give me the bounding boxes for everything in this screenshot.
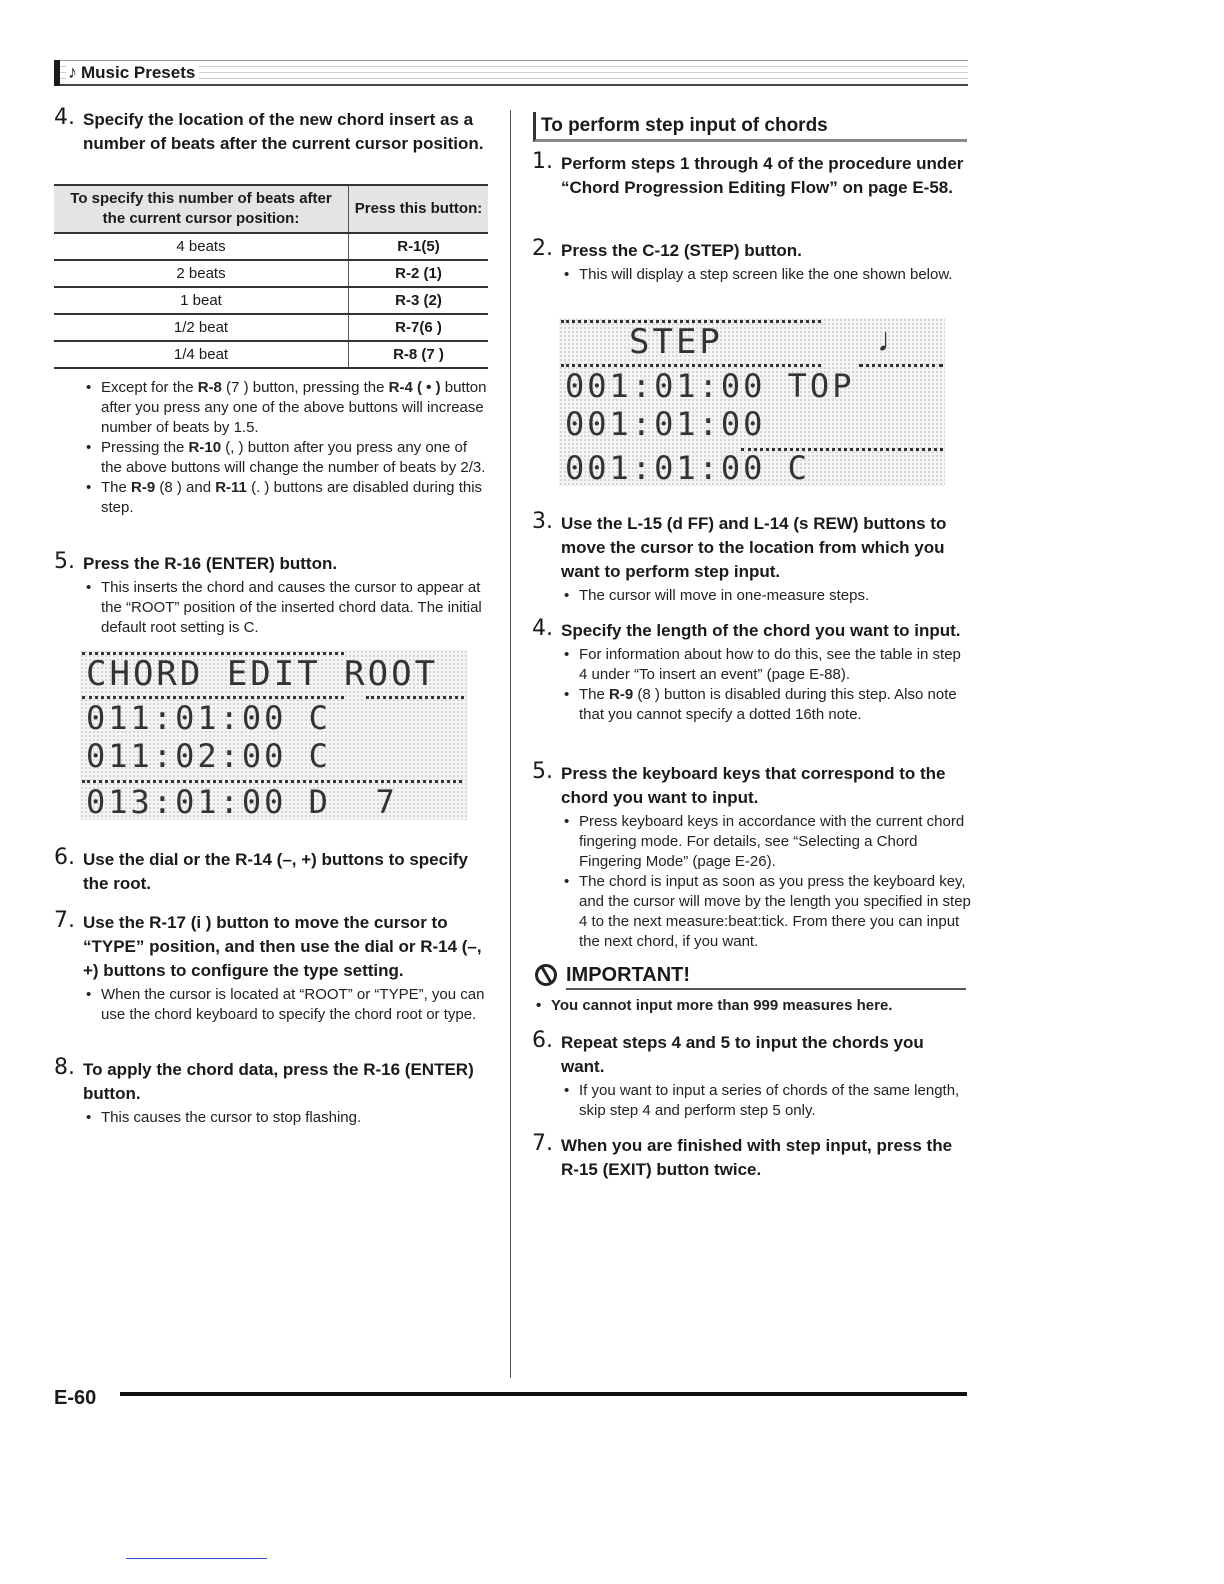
table-row xyxy=(54,260,488,287)
list-item: • This causes the cursor to stop flashing. xyxy=(83,1108,493,1128)
step-number: 5. xyxy=(54,549,75,574)
step-title: Specify the location of the new chord insert as a number of beats after the current cursor position. xyxy=(83,110,484,153)
chord-edit-lcd xyxy=(80,650,467,820)
page-number: E-60 xyxy=(54,1387,97,1409)
list-item: • The cursor will move in one-measure steps. xyxy=(561,586,971,606)
section-title: To perform step input of chords xyxy=(541,115,828,136)
step-number: 3. xyxy=(532,509,553,534)
table-cell: R-1(5) xyxy=(349,233,489,260)
table-cell: 2 beats xyxy=(54,260,349,287)
table-cell: 1/4 beat xyxy=(54,341,349,368)
table-row xyxy=(54,233,488,260)
step-title: Press the C-12 (STEP) button. xyxy=(561,241,802,260)
step-number: 4. xyxy=(532,616,553,641)
right-step-1 xyxy=(532,149,971,200)
important-label: IMPORTANT! xyxy=(566,964,691,986)
column-divider xyxy=(510,110,511,1378)
beats-table xyxy=(54,184,488,369)
table-header-row xyxy=(54,185,488,233)
step-number: 8. xyxy=(54,1055,75,1080)
lcd-line: 001:01:00 C xyxy=(565,449,810,487)
lcd-line: 011:02:00 C xyxy=(86,737,331,775)
list-item: • The R-9 (8 ) button is disabled during this step. Also note that you cannot specify a dotted 16th note. xyxy=(561,685,971,725)
table-header: To specify this number of beats after the current cursor position: xyxy=(54,185,349,233)
step-title: Use the L-15 (d FF) and L-14 (s REW) buttons to move the cursor to the location from which you want to perform step input. xyxy=(561,514,947,581)
step-number: 7. xyxy=(54,908,75,933)
right-step-5 xyxy=(532,759,971,952)
step-number: 5. xyxy=(532,759,553,784)
step-title: To apply the chord data, press the R-16 (ENTER) button. xyxy=(83,1060,474,1103)
music-note-icon: ♪ xyxy=(68,62,77,82)
important-note xyxy=(533,996,963,1016)
footer-link-line xyxy=(126,1558,267,1559)
left-step-6 xyxy=(54,845,493,896)
list-item: • This inserts the chord and causes the cursor to appear at the “ROOT” position of the inserted chord data. The initial default root setting is C. xyxy=(83,578,493,638)
list-item: • You cannot input more than 999 measures here. xyxy=(533,996,963,1016)
table-row xyxy=(54,287,488,314)
right-step-3 xyxy=(532,509,971,606)
lcd-line: 013:01:00 D 7 xyxy=(86,783,398,821)
step-number: 7. xyxy=(532,1131,553,1156)
table-row xyxy=(54,314,488,341)
list-item: • When the cursor is located at “ROOT” or “TYPE”, you can use the chord keyboard to specify the chord root or type. xyxy=(83,985,493,1025)
right-step-2 xyxy=(532,236,971,285)
list-item: • The R-9 (8 ) and R-11 (. ) buttons are disabled during this step. xyxy=(83,478,489,518)
header-title: ♪ Music Presets xyxy=(66,61,199,84)
step-lcd xyxy=(559,318,945,486)
left-step-4-notes xyxy=(83,378,489,518)
table-header: Press this button: xyxy=(349,185,489,233)
step-title: Repeat steps 4 and 5 to input the chords you want. xyxy=(561,1033,924,1076)
left-step-8 xyxy=(54,1055,493,1128)
table-cell: R-7(6 ) xyxy=(349,314,489,341)
step-title: Perform steps 1 through 4 of the procedure under “Chord Progression Editing Flow” on page E-58. xyxy=(561,154,964,197)
table-cell: 4 beats xyxy=(54,233,349,260)
step-number: 6. xyxy=(54,845,75,870)
step-number: 1. xyxy=(532,149,553,174)
important-rule xyxy=(566,988,966,990)
lcd-line: 011:01:00 C xyxy=(86,699,331,737)
list-item: • If you want to input a series of chords of the same length, skip step 4 and perform step 5 only. xyxy=(561,1081,971,1121)
table-cell: R-3 (2) xyxy=(349,287,489,314)
lcd-line: STEP xyxy=(629,322,723,362)
warning-icon xyxy=(535,964,557,986)
list-item: • This will display a step screen like the one shown below. xyxy=(561,265,971,285)
table-cell: R-8 (7 ) xyxy=(349,341,489,368)
step-number: 6. xyxy=(532,1028,553,1053)
step-title: Use the R-17 (i ) button to move the cursor to “TYPE” position, and then use the dial or R-14 (–, +) buttons to configure the type setting. xyxy=(83,913,482,980)
table-cell: R-2 (1) xyxy=(349,260,489,287)
left-step-7 xyxy=(54,908,493,1025)
list-item: • Pressing the R-10 (, ) button after you press any one of the above buttons will change the number of beats by 2/3. xyxy=(83,438,489,478)
step-title: Specify the length of the chord you want to input. xyxy=(561,621,961,640)
step-title: Press the R-16 (ENTER) button. xyxy=(83,554,338,573)
footer-rule xyxy=(120,1392,967,1396)
step-title: When you are finished with step input, press the R-15 (EXIT) button twice. xyxy=(561,1136,953,1179)
right-step-7 xyxy=(532,1131,971,1182)
list-item: • For information about how to do this, see the table in step 4 under “To insert an event” (page E-88). xyxy=(561,645,971,685)
step-title: Use the dial or the R-14 (–, +) buttons to specify the root. xyxy=(83,850,468,893)
right-step-6 xyxy=(532,1028,971,1121)
lcd-line: 001:01:00 TOP xyxy=(565,367,855,405)
step-title: Press the keyboard keys that correspond to the chord you want to input. xyxy=(561,764,946,807)
lcd-line: 001:01:00 xyxy=(565,405,766,443)
left-step-5 xyxy=(54,549,493,638)
quarter-note-icon: ♩ xyxy=(877,321,911,359)
list-item: • Except for the R-8 (7 ) button, pressing the R-4 ( • ) button after you press any one of the above buttons will increase number of beats by 1.5. xyxy=(83,378,489,438)
table-cell: 1 beat xyxy=(54,287,349,314)
table-row xyxy=(54,341,488,368)
table-cell: 1/2 beat xyxy=(54,314,349,341)
step-number: 2. xyxy=(532,236,553,261)
right-step-4 xyxy=(532,616,971,725)
step-number: 4. xyxy=(54,105,75,130)
left-step-4 xyxy=(54,105,493,156)
list-item: • Press keyboard keys in accordance with the current chord fingering mode. For details, see “Selecting a Chord Fingering Mode” (page E-26). xyxy=(561,812,971,872)
lcd-line: CHORD EDIT ROOT xyxy=(86,654,439,694)
list-item: • The chord is input as soon as you press the keyboard key, and the cursor will move by the length you specified in step 4 to the next measure:beat:tick. From there you can input the next chord, if you want. xyxy=(561,872,971,952)
